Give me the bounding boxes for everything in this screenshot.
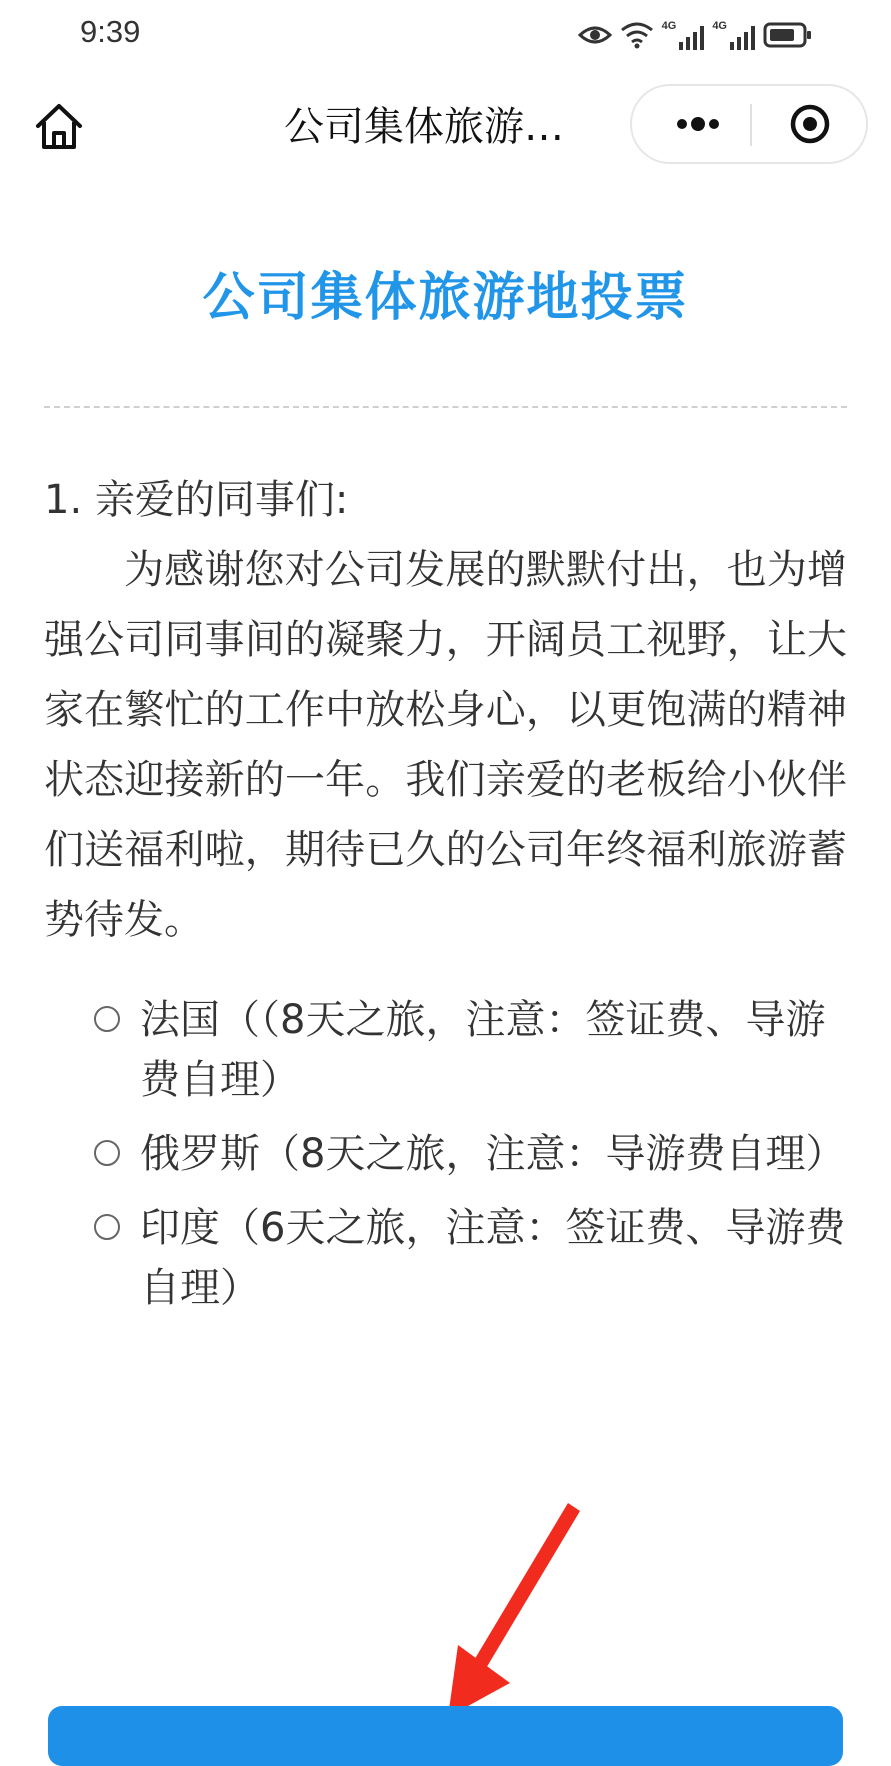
option-label: 法国（（8天之旅，注意：签证费、导游费自理） <box>140 997 826 1103</box>
signal-4g-icon <box>662 20 705 50</box>
option-india[interactable] <box>94 1198 854 1318</box>
submit-button[interactable] <box>48 1706 843 1766</box>
nav-title: 公司集体旅游… <box>284 104 564 150</box>
battery-icon <box>763 21 813 49</box>
close-miniprogram-icon <box>772 96 848 152</box>
question-title: 1. 亲爱的同事们: <box>44 477 349 523</box>
more-button[interactable] <box>652 96 742 152</box>
eye-icon <box>578 23 612 47</box>
nav-bar <box>0 80 891 172</box>
close-button[interactable] <box>772 96 848 152</box>
survey-title: 公司集体旅游地投票 <box>202 268 689 328</box>
option-label: 俄罗斯（8天之旅，注意：导游费自理） <box>140 1131 846 1177</box>
network-type-label: 4G <box>661 20 677 32</box>
question-description: 为感谢您对公司发展的默默付出，也为增强公司同事间的凝聚力，开阔员工视野，让大家在繁忙的工作中放松身心，以更饱满的精神状态迎接新的一年。我们亲爱的老板给小伙伴们送福利啦，期待已久的公司年终福利旅游蓄势待发。 <box>44 547 847 943</box>
option-france[interactable] <box>94 990 854 1110</box>
option-russia[interactable] <box>94 1124 854 1184</box>
signal-4g-icon <box>712 20 755 50</box>
radio-button[interactable] <box>94 1214 120 1240</box>
miniprogram-capsule <box>630 84 868 164</box>
more-icon <box>652 96 742 152</box>
heading-divider <box>44 406 847 408</box>
status-bar <box>0 0 891 70</box>
status-icons <box>578 18 813 52</box>
radio-button[interactable] <box>94 1006 120 1032</box>
radio-button[interactable] <box>94 1140 120 1166</box>
home-button[interactable] <box>32 100 86 154</box>
wifi-icon <box>620 21 654 49</box>
red-arrow-annotation <box>440 1495 600 1715</box>
capsule-divider <box>750 104 752 146</box>
home-icon <box>32 100 86 154</box>
option-list <box>94 990 854 1332</box>
status-time: 9:39 <box>80 14 141 49</box>
option-label: 印度（6天之旅，注意：签证费、导游费自理） <box>140 1205 846 1311</box>
network-type-label: 4G <box>712 20 727 32</box>
